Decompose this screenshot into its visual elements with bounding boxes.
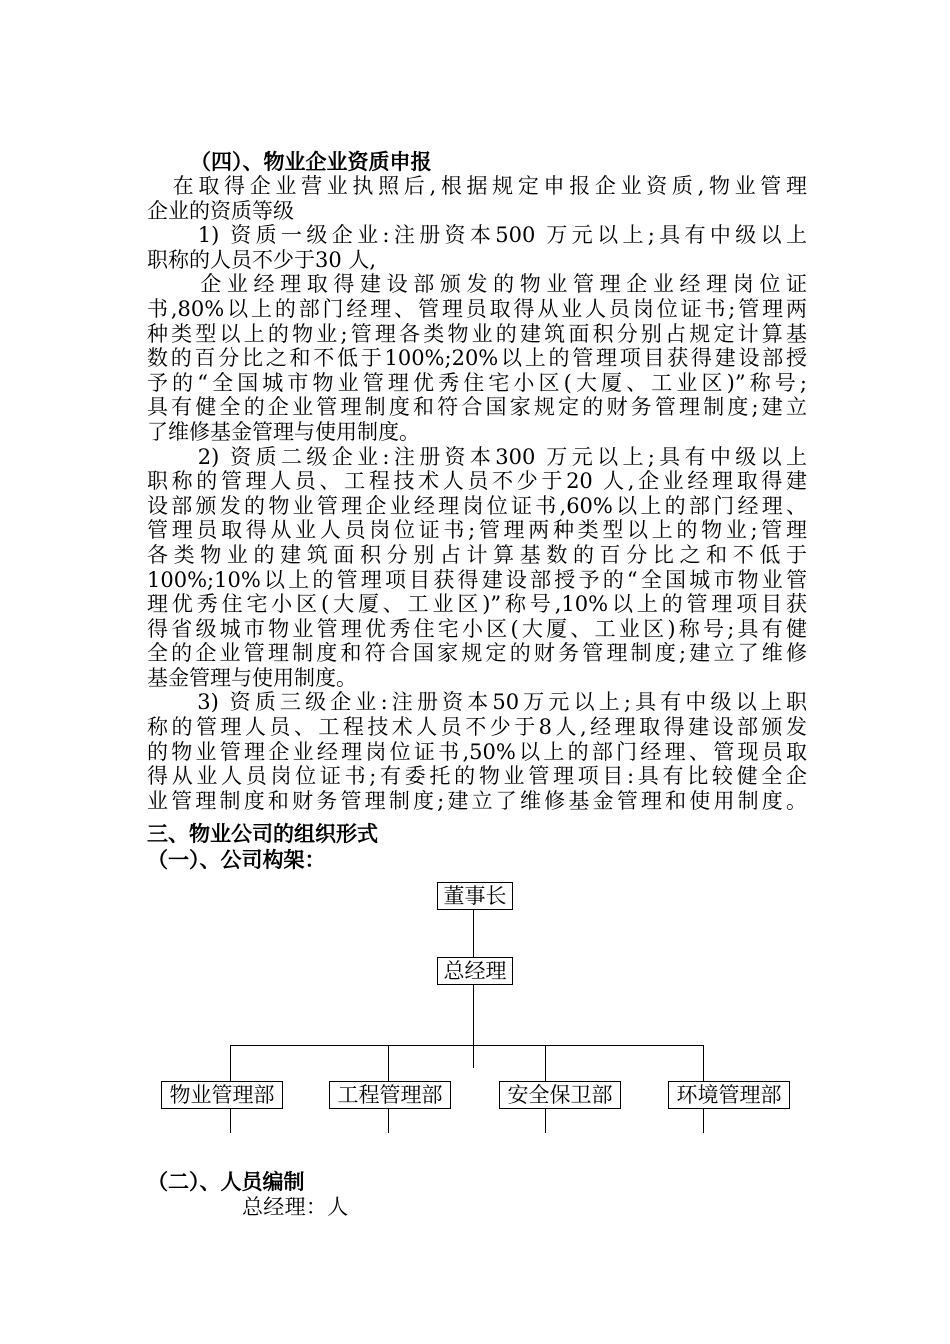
grade2-line: 设部颁发的物业管理企业经理岗位证书,60%以上的部门经理、	[147, 493, 807, 518]
dept-environment-management: 环境管理部	[668, 1081, 790, 1109]
grade1-line: 职称的人员不少于30 人,	[147, 247, 377, 272]
grade1-line: 种类型以上的物业;管理各类物业的建筑面积分别占规定计算基	[147, 321, 807, 346]
grade2-line: 理优秀住宅小区(大厦、工业区)”称号,10%以上的管理项目获	[147, 592, 807, 617]
grade3-line: 业管理制度和财务管理制度;建立了维修基金管理和使用制度。	[147, 788, 807, 813]
dept-security: 安全保卫部	[499, 1081, 621, 1109]
grade2-line: 100%;10%以上的管理项目获得建设部授予的“全国城市物业管	[147, 567, 807, 592]
section-4-heading: （四）、物业企业资质申报	[190, 150, 432, 174]
grade1-line: 书,80%以上的部门经理、管理员取得从业人员岗位证书;管理两	[147, 296, 807, 321]
grade2-line: 全的企业管理制度和符合国家规定的财务管理制度;建立了维修	[147, 641, 807, 666]
general-manager-box: 总经理	[437, 957, 513, 985]
grade3-line: 得从业人员岗位证书;有委托的物业管理项目:具有比较健全企	[147, 764, 807, 789]
section-3-heading: 三、物业公司的组织形式	[147, 822, 378, 846]
grade2-line: 基金管理与使用制度。	[147, 665, 357, 690]
grade1-line: 了维修基金管理与使用制度。	[147, 419, 420, 444]
dept-engineering-management: 工程管理部	[329, 1081, 451, 1109]
grade2-line: 管理员取得从业人员岗位证书;管理两种类型以上的物业;管理	[147, 518, 807, 543]
section-4-body	[147, 174, 807, 813]
grade3-line: 的物业管理企业经理岗位证书,50%以上的部门经理、管现员取	[147, 739, 807, 764]
intro-line: 在取得企业营业执照后,根据规定申报企业资质,物业管理	[147, 174, 807, 198]
staff-line: 总经理：人	[242, 1195, 349, 1219]
grade3-line: 称的管理人员、工程技术人员不少于8人,经理取得建设部颁发	[147, 715, 807, 740]
connector-gm-down	[473, 983, 474, 1068]
company-structure-heading: （一）、公司构架：	[147, 848, 326, 872]
grade1-line: 数的百分比之和不低于100%;20%以上的管理项目获得建设部授	[147, 346, 807, 371]
grade2-line: 各类物业的建筑面积分别占计算基数的百分比之和不低于	[147, 542, 807, 567]
grade2-line: 得省级城市物业管理优秀住宅小区(大厦、工业区)称号;具有健	[147, 616, 807, 641]
dept-property-management: 物业管理部	[161, 1081, 283, 1109]
connector-chairman-gm	[473, 909, 474, 959]
grade3-line: 3) 资质三级企业:注册资本50万元以上;具有中级以上职	[147, 690, 807, 715]
grade1-line: 1) 资质一级企业:注册资本500 万元以上;具有中级以上	[147, 223, 807, 248]
grade1-line: 予的“全国城市物业管理优秀住宅小区(大厦、工业区)”称号;	[147, 370, 807, 395]
grade2-line: 2) 资质二级企业:注册资本300 万元以上;具有中级以上	[147, 444, 807, 469]
staffing-heading: （二）、人员编制	[147, 1170, 305, 1194]
grade1-line: 企业经理取得建设部颁发的物业管理企业经理岗位证	[147, 272, 807, 297]
intro-line: 企业的资质等级	[147, 198, 294, 223]
connector-horizontal	[230, 1045, 704, 1046]
chairman-box: 董事长	[437, 882, 513, 910]
grade1-line: 具有健全的企业管理制度和符合国家规定的财务管理制度;建立	[147, 395, 807, 420]
grade2-line: 职称的管理人员、工程技术人员不少于20 人,企业经理取得建	[147, 469, 807, 494]
